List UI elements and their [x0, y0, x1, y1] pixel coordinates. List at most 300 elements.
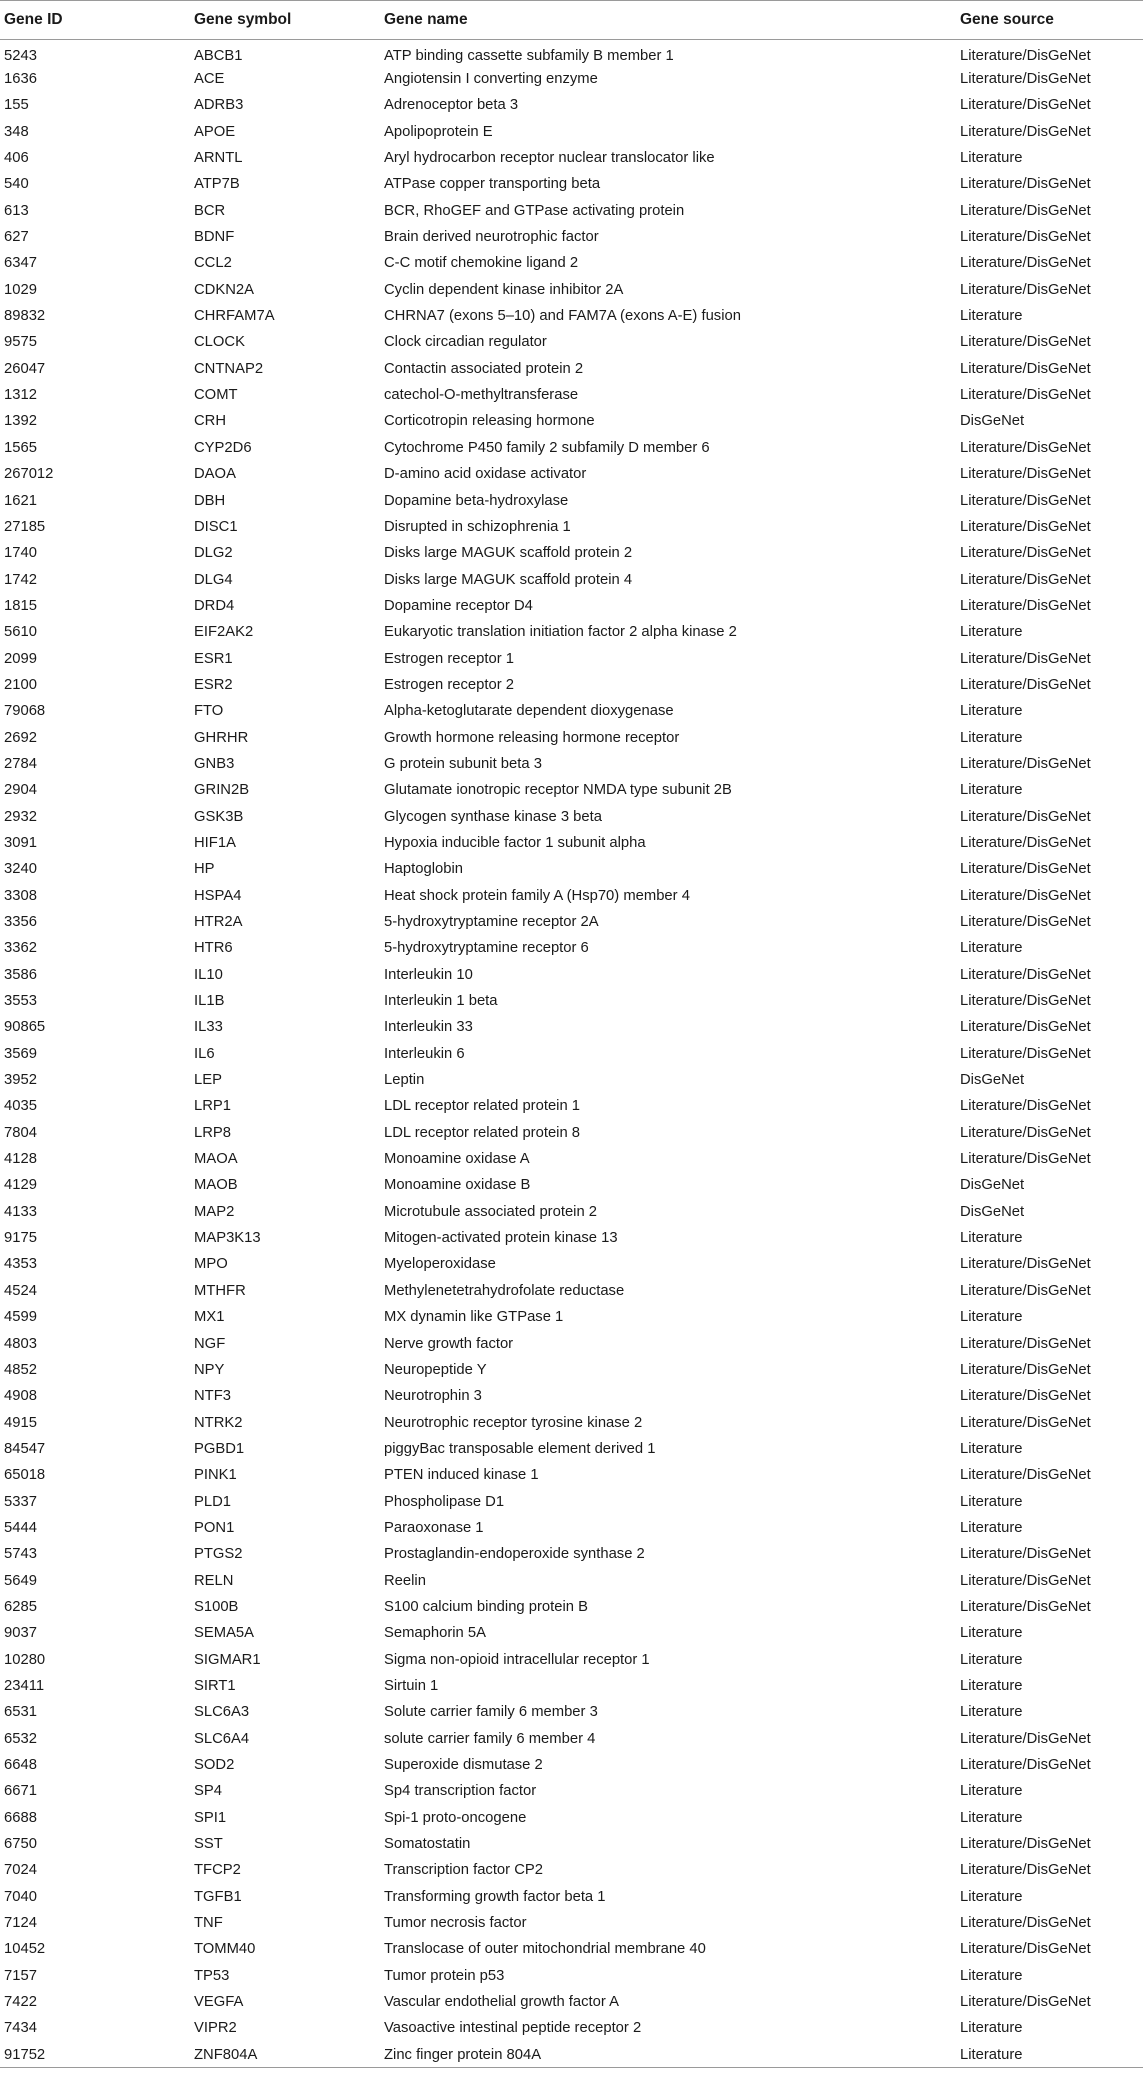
gene-source-cell: Literature: [960, 1888, 1023, 1905]
gene-id-cell: 10452: [4, 1941, 46, 1958]
gene-symbol-cell: ZNF804A: [190, 2042, 380, 2068]
gene-name-cell: Myeloperoxidase: [384, 1256, 496, 1273]
table-row: [0, 145, 1143, 171]
gene-source-cell: Literature/DisGeNet: [960, 202, 1091, 219]
gene-source-cell: Literature: [960, 308, 1023, 325]
gene-source-cell: Literature/DisGeNet: [960, 1361, 1091, 1378]
table-row: [0, 856, 1143, 882]
gene-name-cell: Estrogen receptor 2: [384, 676, 514, 693]
gene-id-cell: 5243: [4, 47, 37, 64]
gene-source-cell: Literature: [960, 624, 1023, 641]
table-row: [0, 1726, 1143, 1752]
gene-id-cell: 7157: [4, 1967, 37, 1984]
gene-symbol-cell: NGF: [194, 1335, 226, 1352]
table-row: [0, 1567, 1143, 1593]
table-row: [0, 909, 1143, 935]
gene-symbol-cell: SST: [194, 1836, 223, 1853]
gene-name-cell: Cyclin dependent kinase inhibitor 2A: [384, 281, 624, 298]
table-row: [0, 1225, 1143, 1251]
gene-id-cell: 1636: [4, 71, 37, 88]
gene-id-cell: 91752: [0, 2042, 190, 2068]
gene-symbol-cell: EIF2AK2: [194, 624, 254, 641]
gene-id-cell: 9037: [4, 1625, 37, 1642]
gene-name-cell: Vascular endothelial growth factor A: [384, 1994, 619, 2011]
table-row: [0, 1409, 1143, 1435]
gene-symbol-cell: MAOA: [194, 1151, 238, 1168]
gene-id-cell: 89832: [4, 308, 46, 325]
gene-name-cell: Sirtuin 1: [384, 1677, 439, 1694]
gene-symbol-cell: GSK3B: [194, 808, 244, 825]
table-row: [0, 698, 1143, 724]
table-row: [0, 1041, 1143, 1067]
table-row: [0, 1093, 1143, 1119]
gene-name-cell: Aryl hydrocarbon receptor nuclear translocator like: [384, 150, 715, 167]
gene-symbol-cell: PLD1: [194, 1493, 232, 1510]
gene-id-cell: 4353: [4, 1256, 37, 1273]
table-row: [0, 1989, 1143, 2015]
gene-source-cell: Literature/DisGeNet: [960, 1546, 1091, 1563]
table-row: [0, 1778, 1143, 1804]
gene-symbol-cell: RELN: [194, 1572, 234, 1589]
gene-symbol-cell: LEP: [194, 1072, 222, 1089]
gene-symbol-cell: NTF3: [194, 1388, 231, 1405]
gene-name-cell: Superoxide dismutase 2: [384, 1757, 543, 1774]
gene-name-cell: Leptin: [384, 1072, 425, 1089]
gene-name-cell: Zinc finger protein 804A: [380, 2042, 956, 2068]
gene-source-cell: Literature/DisGeNet: [960, 97, 1091, 114]
header-row: [0, 1, 1143, 40]
gene-name-cell: Hypoxia inducible factor 1 subunit alpha: [384, 834, 646, 851]
gene-source-cell: Literature/DisGeNet: [960, 334, 1091, 351]
gene-name-cell: Brain derived neurotrophic factor: [384, 229, 599, 246]
gene-source-cell: Literature: [960, 1783, 1023, 1800]
table-header: [0, 1, 1143, 40]
header-gene-source: Gene source: [956, 1, 1143, 40]
gene-symbol-cell: GHRHR: [194, 729, 249, 746]
gene-name-cell: Neurotrophin 3: [384, 1388, 482, 1405]
gene-symbol-cell: ACE: [194, 71, 225, 88]
gene-source-cell: Literature/DisGeNet: [960, 1598, 1091, 1615]
gene-id-cell: 4803: [4, 1335, 37, 1352]
gene-source-cell: Literature/DisGeNet: [960, 1467, 1091, 1484]
gene-source-cell: Literature/DisGeNet: [960, 676, 1091, 693]
gene-id-cell: 2100: [4, 676, 37, 693]
table-row: [0, 1541, 1143, 1567]
gene-source-cell: Literature/DisGeNet: [960, 571, 1091, 588]
gene-id-cell: 5337: [4, 1493, 37, 1510]
gene-id-cell: 348: [4, 123, 29, 140]
table-row: [0, 92, 1143, 118]
gene-symbol-cell: TFCP2: [194, 1862, 241, 1879]
gene-source-cell: Literature/DisGeNet: [960, 1282, 1091, 1299]
gene-id-cell: 1621: [4, 492, 37, 509]
gene-source-cell: Literature/DisGeNet: [960, 71, 1091, 88]
gene-id-cell: 406: [4, 150, 29, 167]
gene-name-cell: Somatostatin: [384, 1836, 471, 1853]
table-row: [0, 277, 1143, 303]
gene-id-cell: 5743: [4, 1546, 37, 1563]
gene-name-cell: Tumor necrosis factor: [384, 1915, 527, 1932]
gene-id-cell: 7804: [4, 1124, 37, 1141]
gene-source-cell: Literature/DisGeNet: [960, 360, 1091, 377]
gene-symbol-cell: MPO: [194, 1256, 228, 1273]
gene-name-cell: Solute carrier family 6 member 3: [384, 1704, 598, 1721]
gene-source-cell: Literature/DisGeNet: [960, 887, 1091, 904]
table-row: [0, 1620, 1143, 1646]
gene-symbol-cell: CYP2D6: [194, 439, 252, 456]
gene-id-cell: 90865: [4, 1019, 46, 1036]
gene-id-cell: 79068: [4, 703, 46, 720]
gene-symbol-cell: CLOCK: [194, 334, 245, 351]
gene-name-cell: Apolipoprotein E: [384, 123, 493, 140]
gene-symbol-cell: HIF1A: [194, 834, 236, 851]
gene-id-cell: 4908: [4, 1388, 37, 1405]
gene-id-cell: 3356: [4, 914, 37, 931]
gene-name-cell: Haptoglobin: [384, 861, 463, 878]
gene-name-cell: Mitogen-activated protein kinase 13: [384, 1230, 618, 1247]
gene-name-cell: PTEN induced kinase 1: [384, 1467, 539, 1484]
table-row: [0, 1436, 1143, 1462]
gene-symbol-cell: DAOA: [194, 466, 236, 483]
gene-source-cell: Literature/DisGeNet: [960, 1836, 1091, 1853]
gene-symbol-cell: APOE: [194, 123, 236, 140]
gene-name-cell: Transforming growth factor beta 1: [384, 1888, 606, 1905]
table-row: [0, 566, 1143, 592]
table-row: [0, 1120, 1143, 1146]
gene-symbol-cell: COMT: [194, 387, 238, 404]
gene-source-cell: Literature/DisGeNet: [960, 1045, 1091, 1062]
gene-source-cell: Literature/DisGeNet: [960, 834, 1091, 851]
gene-source-cell: Literature: [960, 1625, 1023, 1642]
gene-source-cell: Literature/DisGeNet: [960, 1757, 1091, 1774]
table-row: [0, 803, 1143, 829]
gene-source-cell: Literature/DisGeNet: [960, 1862, 1091, 1879]
gene-symbol-cell: SIGMAR1: [194, 1651, 261, 1668]
gene-symbol-cell: ARNTL: [194, 150, 243, 167]
gene-symbol-cell: CHRFAM7A: [194, 308, 275, 325]
gene-symbol-cell: TNF: [194, 1915, 223, 1932]
gene-source-cell: Literature/DisGeNet: [960, 1730, 1091, 1747]
gene-name-cell: Prostaglandin-endoperoxide synthase 2: [384, 1546, 645, 1563]
gene-source-cell: Literature/DisGeNet: [960, 1098, 1091, 1115]
gene-name-cell: Sigma non-opioid intracellular receptor 1: [384, 1651, 650, 1668]
gene-symbol-cell: TGFB1: [194, 1888, 242, 1905]
gene-source-cell: Literature: [960, 729, 1023, 746]
table-row: [0, 303, 1143, 329]
gene-symbol-cell: GNB3: [194, 755, 235, 772]
gene-source-cell: Literature/DisGeNet: [960, 1256, 1091, 1273]
gene-source-cell: Literature/DisGeNet: [960, 176, 1091, 193]
gene-id-cell: 4599: [4, 1309, 37, 1326]
gene-symbol-cell: NTRK2: [194, 1414, 243, 1431]
gene-symbol-cell: MAP2: [194, 1203, 235, 1220]
gene-id-cell: 6750: [4, 1836, 37, 1853]
table-row: [0, 1936, 1143, 1962]
gene-symbol-cell: CRH: [194, 413, 227, 430]
gene-id-cell: 155: [4, 97, 29, 114]
gene-symbol-cell: IL6: [194, 1045, 215, 1062]
table-row: [0, 1646, 1143, 1672]
gene-source-cell: Literature/DisGeNet: [960, 650, 1091, 667]
gene-id-cell: 6671: [4, 1783, 37, 1800]
gene-id-cell: 2932: [4, 808, 37, 825]
gene-id-cell: 3240: [4, 861, 37, 878]
table-row: [0, 250, 1143, 276]
gene-symbol-cell: DLG4: [194, 571, 233, 588]
gene-id-cell: 1815: [4, 597, 37, 614]
gene-id-cell: 1392: [4, 413, 37, 430]
gene-id-cell: 7024: [4, 1862, 37, 1879]
table-row: [0, 777, 1143, 803]
gene-symbol-cell: BCR: [194, 202, 226, 219]
gene-source-cell: Literature/DisGeNet: [960, 966, 1091, 983]
gene-source-cell: Literature: [960, 703, 1023, 720]
gene-source-cell: Literature/DisGeNet: [960, 47, 1091, 64]
gene-source-cell: Literature/DisGeNet: [960, 1941, 1091, 1958]
gene-source-cell: Literature/DisGeNet: [960, 545, 1091, 562]
gene-symbol-cell: SP4: [194, 1783, 222, 1800]
gene-symbol-cell: SPI1: [194, 1809, 227, 1826]
gene-name-cell: Interleukin 1 beta: [384, 993, 498, 1010]
gene-source-cell: Literature/DisGeNet: [960, 755, 1091, 772]
gene-source-cell: Literature/DisGeNet: [960, 281, 1091, 298]
gene-name-cell: Neurotrophic receptor tyrosine kinase 2: [384, 1414, 643, 1431]
gene-source-cell: Literature/DisGeNet: [960, 808, 1091, 825]
gene-id-cell: 613: [4, 202, 29, 219]
gene-symbol-cell: MX1: [194, 1309, 225, 1326]
table-row: [0, 619, 1143, 645]
table-row: [0, 1067, 1143, 1093]
gene-name-cell: CHRNA7 (exons 5–10) and FAM7A (exons A-E) fusion: [384, 308, 741, 325]
gene-id-cell: 1742: [4, 571, 37, 588]
gene-id-cell: 540: [4, 176, 29, 193]
gene-id-cell: 1565: [4, 439, 37, 456]
gene-symbol-cell: IL33: [194, 1019, 223, 1036]
table-row: [0, 645, 1143, 671]
gene-id-cell: 7040: [4, 1888, 37, 1905]
gene-id-cell: 5649: [4, 1572, 37, 1589]
gene-source-cell: Literature: [960, 1677, 1023, 1694]
gene-source-cell: Literature/DisGeNet: [960, 1124, 1091, 1141]
gene-name-cell: Reelin: [384, 1572, 426, 1589]
gene-id-cell: 6531: [4, 1704, 37, 1721]
gene-name-cell: Interleukin 6: [384, 1045, 465, 1062]
table-row: [0, 962, 1143, 988]
gene-source-cell: DisGeNet: [960, 413, 1025, 430]
gene-id-cell: 2692: [4, 729, 37, 746]
gene-name-cell: Interleukin 10: [384, 966, 473, 983]
gene-name-cell: Dopamine receptor D4: [384, 597, 533, 614]
table-row: [0, 1488, 1143, 1514]
gene-symbol-cell: VEGFA: [194, 1994, 244, 2011]
gene-name-cell: C-C motif chemokine ligand 2: [384, 255, 579, 272]
gene-symbol-cell: SIRT1: [194, 1677, 236, 1694]
gene-symbol-cell: DLG2: [194, 545, 233, 562]
table-row: [0, 2015, 1143, 2041]
gene-symbol-cell: HSPA4: [194, 887, 242, 904]
gene-id-cell: 1029: [4, 281, 37, 298]
gene-symbol-cell: DISC1: [194, 518, 238, 535]
table-row: [0, 1594, 1143, 1620]
gene-id-cell: 3362: [4, 940, 37, 957]
table-row: [0, 1805, 1143, 1831]
gene-symbol-cell: SEMA5A: [194, 1625, 255, 1642]
gene-source-cell: Literature: [960, 1230, 1023, 1247]
gene-name-cell: Monoamine oxidase B: [384, 1177, 531, 1194]
table-row: [0, 1910, 1143, 1936]
table-row: [0, 66, 1143, 92]
gene-symbol-cell: IL10: [194, 966, 223, 983]
gene-name-cell: MX dynamin like GTPase 1: [384, 1309, 564, 1326]
gene-name-cell: Vasoactive intestinal peptide receptor 2: [384, 2020, 642, 2037]
gene-source-cell: Literature/DisGeNet: [960, 1019, 1091, 1036]
gene-name-cell: Transcription factor CP2: [384, 1862, 543, 1879]
gene-symbol-cell: DRD4: [194, 597, 235, 614]
table-row: [0, 461, 1143, 487]
gene-source-cell: Literature: [960, 1809, 1023, 1826]
gene-id-cell: 26047: [4, 360, 46, 377]
table-row: [0, 1884, 1143, 1910]
gene-symbol-cell: VIPR2: [194, 2020, 237, 2037]
gene-source-cell: Literature: [960, 1967, 1023, 1984]
gene-id-cell: 1740: [4, 545, 37, 562]
gene-id-cell: 3553: [4, 993, 37, 1010]
table-row: [0, 1462, 1143, 1488]
gene-id-cell: 4128: [4, 1151, 37, 1168]
gene-id-cell: 4133: [4, 1203, 37, 1220]
header-gene-name: Gene name: [380, 1, 956, 40]
table-row: [0, 935, 1143, 961]
gene-id-cell: 627: [4, 229, 29, 246]
gene-name-cell: Phospholipase D1: [384, 1493, 505, 1510]
gene-source-cell: Literature/DisGeNet: [960, 914, 1091, 931]
gene-id-cell: 6688: [4, 1809, 37, 1826]
gene-name-cell: Semaphorin 5A: [384, 1625, 486, 1642]
gene-symbol-cell: ESR2: [194, 676, 233, 693]
gene-name-cell: Monoamine oxidase A: [384, 1151, 530, 1168]
table-row: [0, 672, 1143, 698]
gene-name-cell: LDL receptor related protein 8: [384, 1124, 581, 1141]
gene-symbol-cell: SOD2: [194, 1757, 235, 1774]
table-row: [0, 724, 1143, 750]
gene-source-cell: Literature: [960, 1651, 1023, 1668]
gene-name-cell: Estrogen receptor 1: [384, 650, 514, 667]
gene-source-cell: Literature: [960, 940, 1023, 957]
table-row: [0, 408, 1143, 434]
gene-name-cell: Dopamine beta-hydroxylase: [384, 492, 569, 509]
table-row: [0, 1172, 1143, 1198]
gene-name-cell: Disks large MAGUK scaffold protein 2: [384, 545, 633, 562]
gene-symbol-cell: SLC6A4: [194, 1730, 250, 1747]
gene-id-cell: 3091: [4, 834, 37, 851]
table-row: [0, 1278, 1143, 1304]
gene-source-cell: Literature/DisGeNet: [960, 1915, 1091, 1932]
gene-symbol-cell: MTHFR: [194, 1282, 246, 1299]
gene-source-cell: Literature/DisGeNet: [960, 1335, 1091, 1352]
gene-id-cell: 3586: [4, 966, 37, 983]
gene-id-cell: 5610: [4, 624, 37, 641]
gene-id-cell: 2099: [4, 650, 37, 667]
gene-source-cell: Literature: [960, 1440, 1023, 1457]
table-row: [0, 1199, 1143, 1225]
gene-source-cell: Literature: [960, 782, 1023, 799]
gene-name-cell: Adrenoceptor beta 3: [384, 97, 519, 114]
gene-source-cell: Literature/DisGeNet: [960, 255, 1091, 272]
gene-id-cell: 4915: [4, 1414, 37, 1431]
gene-symbol-cell: CCL2: [194, 255, 232, 272]
gene-symbol-cell: HTR6: [194, 940, 233, 957]
table-row: [0, 2042, 1143, 2068]
gene-id-cell: 5444: [4, 1519, 37, 1536]
gene-name-cell: Eukaryotic translation initiation factor 2 alpha kinase 2: [384, 624, 737, 641]
gene-name-cell: Disks large MAGUK scaffold protein 4: [384, 571, 633, 588]
header-gene-id: Gene ID: [0, 1, 190, 40]
gene-symbol-cell: ATP7B: [194, 176, 240, 193]
gene-id-cell: 7422: [4, 1994, 37, 2011]
gene-name-cell: Heat shock protein family A (Hsp70) member 4: [384, 887, 690, 904]
gene-source-cell: Literature: [960, 1309, 1023, 1326]
gene-id-cell: 4129: [4, 1177, 37, 1194]
gene-name-cell: ATP binding cassette subfamily B member 1: [384, 47, 674, 64]
gene-id-cell: 4035: [4, 1098, 37, 1115]
gene-name-cell: Neuropeptide Y: [384, 1361, 487, 1378]
table-row: [0, 514, 1143, 540]
table-row: [0, 1357, 1143, 1383]
gene-name-cell: S100 calcium binding protein B: [384, 1598, 588, 1615]
table-row: [0, 593, 1143, 619]
gene-name-cell: Tumor protein p53: [384, 1967, 505, 1984]
table-row: [0, 1014, 1143, 1040]
gene-source-cell: Literature: [960, 1493, 1023, 1510]
gene-name-cell: Clock circadian regulator: [384, 334, 547, 351]
gene-source-cell: Literature/DisGeNet: [960, 1151, 1091, 1168]
table-row: [0, 883, 1143, 909]
gene-id-cell: 7124: [4, 1915, 37, 1932]
gene-symbol-cell: PON1: [194, 1519, 235, 1536]
gene-source-cell: Literature/DisGeNet: [960, 993, 1091, 1010]
gene-source-cell: Literature: [956, 2042, 1143, 2068]
gene-symbol-cell: GRIN2B: [194, 782, 250, 799]
gene-id-cell: 7434: [4, 2020, 37, 2037]
gene-name-cell: 5-hydroxytryptamine receptor 6: [384, 940, 589, 957]
table-row: [0, 1699, 1143, 1725]
table-row: [0, 1304, 1143, 1330]
gene-symbol-cell: MAP3K13: [194, 1230, 261, 1247]
gene-name-cell: Contactin associated protein 2: [384, 360, 584, 377]
gene-id-cell: 2904: [4, 782, 37, 799]
gene-id-cell: 27185: [4, 518, 46, 535]
gene-symbol-cell: DBH: [194, 492, 226, 509]
table-row: [0, 40, 1143, 66]
gene-name-cell: Nerve growth factor: [384, 1335, 514, 1352]
gene-id-cell: 6648: [4, 1757, 37, 1774]
table-row: [0, 1251, 1143, 1277]
gene-source-cell: Literature/DisGeNet: [960, 439, 1091, 456]
gene-symbol-cell: PGBD1: [194, 1440, 245, 1457]
gene-id-cell: 6285: [4, 1598, 37, 1615]
gene-symbol-cell: NPY: [194, 1361, 225, 1378]
table-row: [0, 1857, 1143, 1883]
gene-name-cell: Glycogen synthase kinase 3 beta: [384, 808, 602, 825]
table-row: [0, 1673, 1143, 1699]
gene-source-cell: DisGeNet: [960, 1203, 1025, 1220]
gene-symbol-cell: ADRB3: [194, 97, 244, 114]
gene-source-cell: Literature: [960, 2020, 1023, 2037]
gene-symbol-cell: LRP1: [194, 1098, 232, 1115]
table-row: [0, 540, 1143, 566]
table-row: [0, 487, 1143, 513]
table-row: [0, 1963, 1143, 1989]
